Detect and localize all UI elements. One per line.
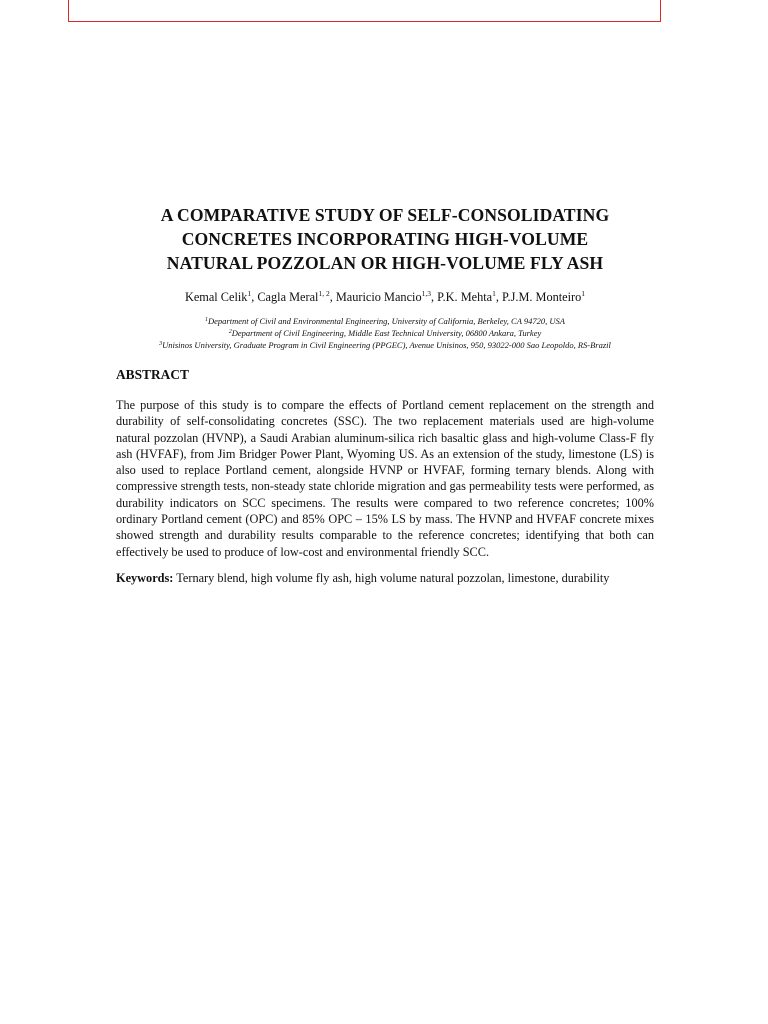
- title-line: NATURAL POZZOLAN OR HIGH-VOLUME FLY ASH: [166, 253, 604, 273]
- author-separator: ,: [251, 290, 258, 304]
- affiliation-text: Unisinos University, Graduate Program in Civil Engineering (PPGEC), Avenue Unisinos, 950, 93022-000 Sao Leopoldo, RS-Brazil: [162, 340, 611, 350]
- author-affiliation-mark: 1: [247, 289, 252, 298]
- author-name: P.K. Mehta: [437, 290, 493, 304]
- abstract-text: The purpose of this study is to compare the effects of Portland cement replacement on the strength and durability of self-consolidating concretes (SSC). The two replacement materials used are high-volume natural pozzolan (HVNP), a Saudi Arabian aluminum-silica rich basaltic glass and high-volume Class-F fly ash (HVFAF), from Jim Bridger Power Plant, Wyoming US. As an extension of the study, limestone (LS) is also used to replace Portland cement, alongside HVNP or HVFAF, forming ternary blends. Along with compressive strength tests, non-steady state chloride migration and gas permeability tests were performed, as durability indicators on SCC specimens. The results were compared to two reference concretes; 100% ordinary Portland cement (OPC) and 85% OPC – 15% LS by mass. The HVNP and HVFAF concrete mixes showed strength and durability results comparable to the reference concretes; identifying that both can effectively be used to produce of low-cost and environmental friendly SCC.: [116, 398, 654, 559]
- author-name: P.J.M. Monteiro: [502, 290, 582, 304]
- affiliation-mark: 3: [159, 341, 163, 347]
- paper-first-page: [116, 203, 654, 586]
- keywords-label: Keywords:: [116, 570, 174, 585]
- affiliation-list: [116, 315, 654, 351]
- affiliation-line: [116, 327, 654, 339]
- top-banner-frame: [68, 0, 661, 22]
- keywords-text: Ternary blend, high volume fly ash, high volume natural pozzolan, limestone, durability: [176, 570, 610, 585]
- author-affiliation-mark: 1, 2: [318, 289, 330, 298]
- abstract-heading: ABSTRACT: [116, 367, 189, 382]
- author-separator: ,: [495, 290, 503, 304]
- paper-title: [116, 203, 654, 275]
- affiliation-line: [116, 315, 654, 327]
- author-separator: ,: [430, 290, 438, 304]
- author-affiliation-mark: 1: [581, 289, 586, 298]
- title-line: A COMPARATIVE STUDY OF SELF-CONSOLIDATING: [160, 205, 610, 225]
- affiliation-text: Department of Civil Engineering, Middle East Technical University, 06800 Ankara, Turkey: [231, 328, 542, 338]
- title-line: CONCRETES INCORPORATING HIGH-VOLUME: [181, 229, 589, 249]
- author-name: Mauricio Mancio: [335, 290, 422, 304]
- author-name: Kemal Celik: [184, 290, 248, 304]
- author-affiliation-mark: 1: [492, 289, 496, 298]
- affiliation-mark: 1: [205, 317, 209, 323]
- author-name: Cagla Meral: [257, 290, 319, 304]
- author-list: [116, 289, 654, 305]
- affiliation-line: [116, 339, 654, 351]
- affiliation-mark: 2: [228, 329, 232, 335]
- affiliation-text: Department of Civil and Environmental Engineering, University of California, Berkeley, CA 94720, USA: [208, 316, 565, 326]
- keywords-paragraph: [116, 570, 654, 586]
- author-separator: ,: [329, 290, 336, 304]
- author-affiliation-mark: 1,3: [421, 289, 431, 298]
